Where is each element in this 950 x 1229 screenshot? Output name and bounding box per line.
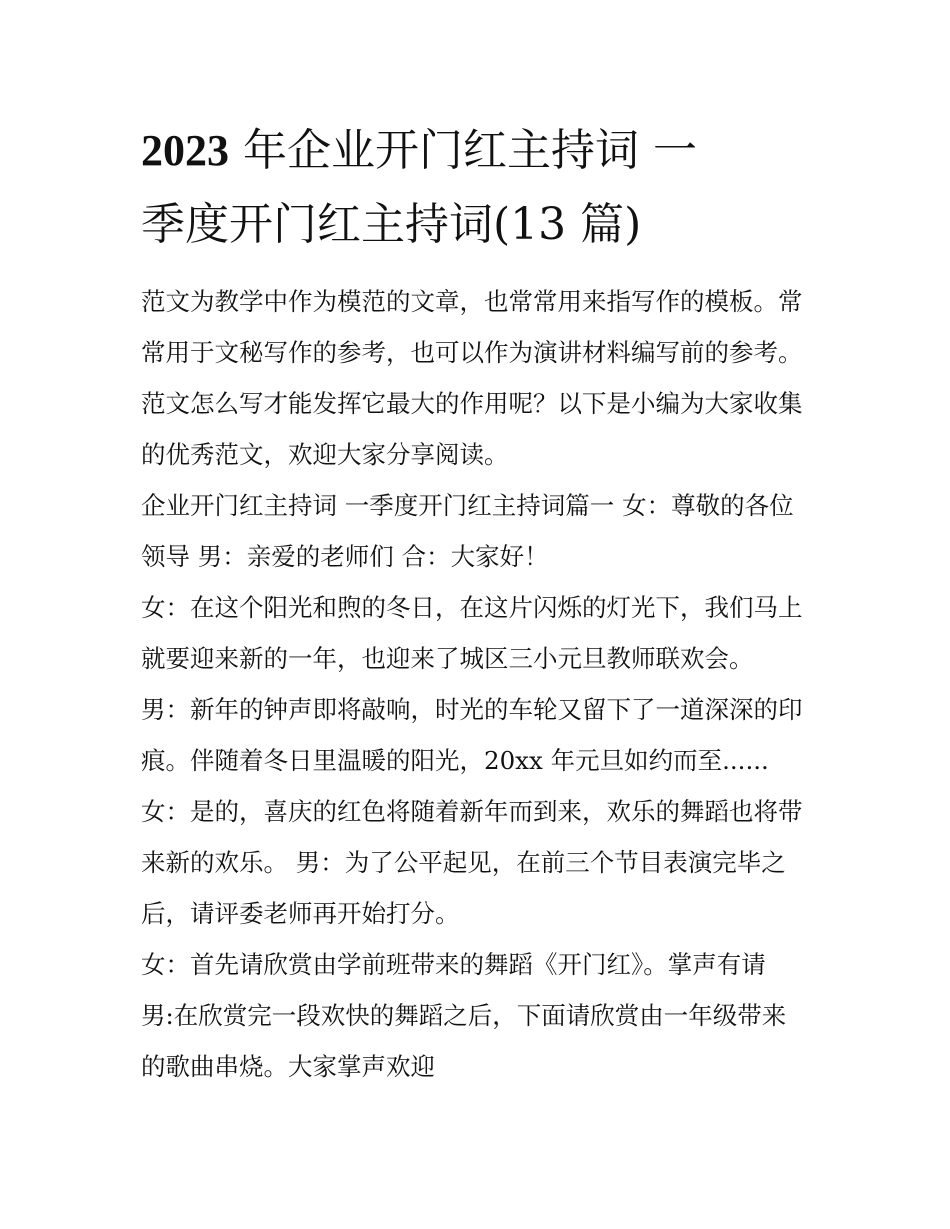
paragraph-female-2 <box>141 786 816 939</box>
text-line: 领导 男：亲爱的老师们 合：大家好！ <box>141 542 549 571</box>
text-line: 范文为教学中作为模范的文章，也常常用来指写作的模板。常 <box>141 287 803 316</box>
text-line: 女：在这个阳光和煦的冬日，在这片闪烁的灯光下，我们马上 <box>141 593 803 622</box>
text-line: 的歌曲串烧。大家掌声欢迎 <box>141 1052 435 1081</box>
document-title <box>141 114 816 262</box>
text-line: 痕。伴随着冬日里温暖的阳光，20xx 年元旦如约而至...... <box>141 746 769 775</box>
text-line: 就要迎来新的一年，也迎来了城区三小元旦教师联欢会。 <box>141 644 754 673</box>
title-text-2: 季度开门红主持词(13 篇) <box>141 199 642 250</box>
paragraph-female-1 <box>141 582 816 684</box>
title-text-1: 年企业开门红主持词 一 <box>243 125 697 176</box>
paragraph-opening <box>141 480 816 582</box>
paragraph-female-3 <box>141 939 816 1092</box>
text-line: 后，请评委老师再开始打分。 <box>141 899 460 928</box>
text-line: 女：首先请欣赏由学前班带来的舞蹈《开门红》。掌声有请 <box>141 950 766 979</box>
text-line: 常用于文秘写作的参考，也可以作为演讲材料编写前的参考。 <box>141 338 803 367</box>
text-line: 男：新年的钟声即将敲响，时光的车轮又留下了一道深深的印 <box>141 695 803 724</box>
paragraph-intro <box>141 276 816 480</box>
text-line: 女：是的，喜庆的红色将随着新年而到来，欢乐的舞蹈也将带 <box>141 797 803 826</box>
document-content <box>141 114 816 1092</box>
title-year: 2023 <box>141 126 229 175</box>
text-line: 企业开门红主持词 一季度开门红主持词篇一 女：尊敬的各位 <box>141 491 794 520</box>
text-line: 来新的欢乐。 男：为了公平起见，在前三个节目表演完毕之 <box>141 848 786 877</box>
title-line-2 <box>141 199 641 250</box>
text-line: 男:在欣赏完一段欢快的舞蹈之后，下面请欣赏由一年级带来 <box>141 1001 787 1030</box>
text-line: 范文怎么写才能发挥它最大的作用呢？以下是小编为大家收集 <box>141 389 803 418</box>
document-body <box>141 276 816 1092</box>
paragraph-male-1 <box>141 684 816 786</box>
title-line-1 <box>141 125 697 176</box>
text-line: 的优秀范文，欢迎大家分享阅读。 <box>141 440 509 469</box>
